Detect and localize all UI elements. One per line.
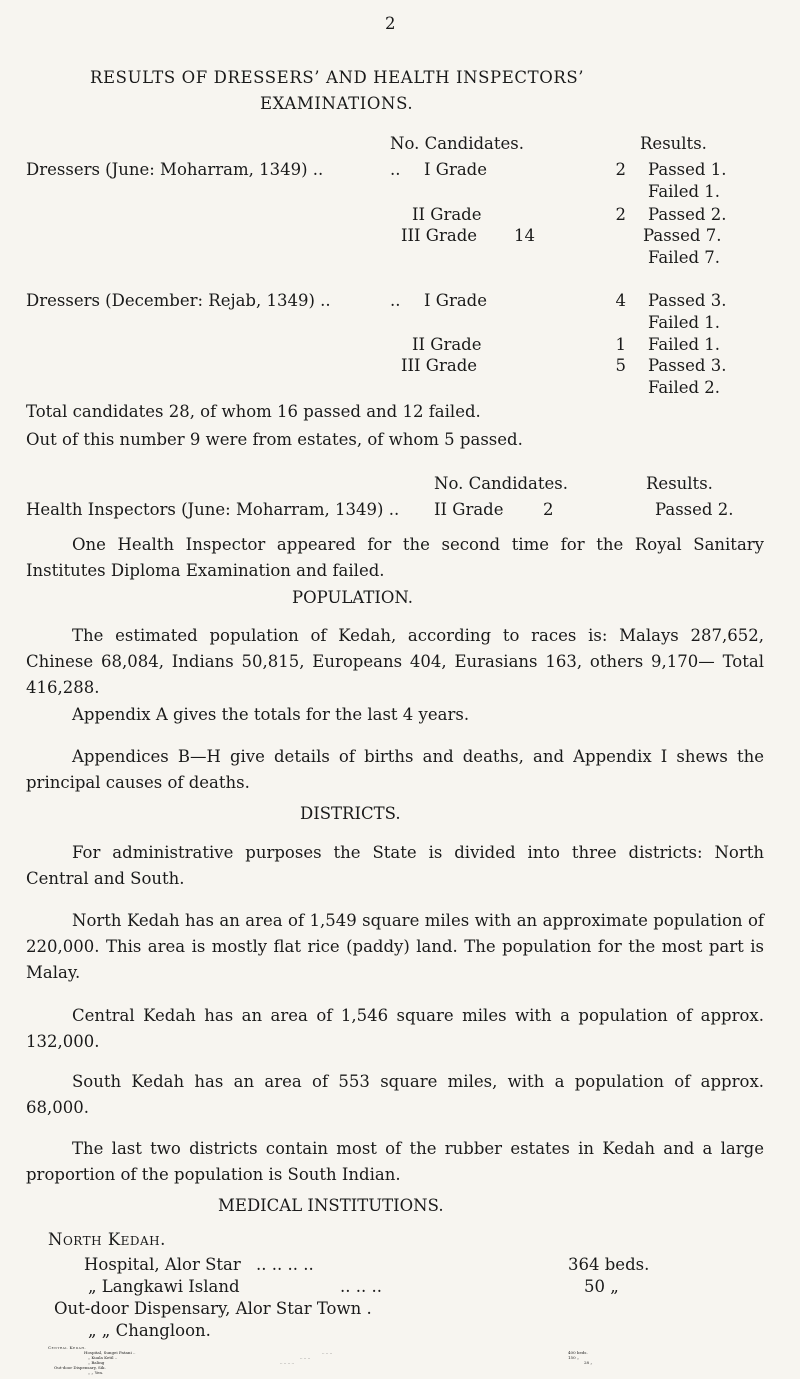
row-grade: II Grade [412,205,482,224]
districts-text-2: North Kedah has an area of 1,549 square miles with an approximate population of 220,000. This area is mostly flat rice (paddy) land. The population for the most part is Malay. [26,911,764,982]
institution-name: „ „ Yen. [88,1370,104,1375]
row-grade: III Grade [401,356,478,375]
districts-text-1: For administrative purposes the State is divided into three districts: North Central and South. [26,843,764,888]
dot-leader: .. .. .. [322,1350,333,1355]
institution-name: „ „ Changloon. [88,1321,211,1340]
institution-beds: 364 beds. [568,1255,650,1274]
districts-paragraph-5 [26,1136,764,1188]
dot-leader: .. .. .. .. [280,1360,294,1365]
dressers-june-label: Dressers (June: Moharram, 1349) .. [26,160,324,179]
hi-note-paragraph [26,532,764,584]
institution-name: Out-door Dispensary, Alor Star Town . [54,1299,372,1318]
institution-name: Out-door Dispensary, Sik. [54,1365,106,1370]
estates-line: Out of this number 9 were from estates, of whom 5 passed. [26,430,523,449]
institution-beds: 28 „ [584,1360,593,1365]
districts-heading: DISTRICTS. [300,804,401,823]
row-count: 1 [615,335,626,354]
hi-grade: II Grade [434,500,504,519]
row-count: 2 [615,160,626,179]
hi-result: Passed 2. [655,500,734,519]
row-result: Passed 3. [648,356,727,375]
row-result: Passed 3. [648,291,727,310]
institution-beds: 400 beds. [568,1350,588,1355]
hi-col-results-header: Results. [646,474,713,493]
row-result: Failed 1. [648,335,721,354]
row-count: 4 [615,291,626,310]
districts-text-5: The last two districts contain most of the rubber estates in Kedah and a large proportion of the population is South Indian. [26,1139,764,1184]
districts-paragraph-3 [26,1003,764,1055]
row-grade: III Grade [401,226,478,245]
population-text-3: Appendices B—H give details of births and deaths, and Appendix I shews the principal causes of deaths. [26,747,764,792]
exam-title-line2: EXAMINATIONS. [260,94,414,113]
districts-paragraph-4 [26,1069,764,1121]
districts-text-4: South Kedah has an area of 553 square miles, with a population of approx. 68,000. [26,1072,764,1117]
medical-heading: MEDICAL INSTITUTIONS. [218,1196,444,1215]
total-candidates-line: Total candidates 28, of whom 16 passed and 12 failed. [26,402,481,421]
institution-beds: 50 „ [584,1277,619,1296]
dot-leader: .. .. .. [300,1355,311,1360]
institution-beds: 150 „ [568,1355,579,1360]
health-inspectors-label: Health Inspectors (June: Moharram, 1349) .. [26,500,400,519]
row-grade: II Grade [412,335,482,354]
dot-leader: .. .. .. .. [256,1255,314,1274]
row-count: 14 [514,226,535,245]
dressers-december-label: Dressers (December: Rejab, 1349) .. [26,291,331,310]
population-text-2: Appendix A gives the totals for the last 4 years. [72,705,470,724]
north-kedah-heading: North Kedah. [48,1230,166,1249]
districts-paragraph-2 [26,908,764,986]
districts-paragraph-1 [26,840,764,892]
dot-leader: .. .. .. [340,1277,382,1296]
population-heading: POPULATION. [292,588,413,607]
population-text-1: The estimated population of Kedah, according to races is: Malays 287,652, Chinese 68,084, Indians 50,815, Europeans 404, Eurasians 163, others 9,170— Total 416,288. [26,626,764,697]
hi-note-text: One Health Inspector appeared for the second time for the Royal Sanitary Institutes Diploma Examination and failed. [26,535,764,580]
row-grade: I Grade [424,291,487,310]
row-leader: .. [390,160,401,179]
institution-name: Hospital, Sungei Patani .. [84,1350,136,1355]
col-results-header: Results. [640,134,707,153]
hi-count: 2 [543,500,554,519]
row-result: Failed 1. [648,182,721,201]
col-candidates-header: No. Candidates. [390,134,525,153]
row-result: Passed 1. [648,160,727,179]
institution-name: „ Baling [88,1360,105,1365]
page-number: 2 [385,14,396,33]
population-paragraph-2 [26,702,764,728]
row-result: Failed 7. [648,248,721,267]
institution-name: Hospital, Alor Star [84,1255,241,1274]
exam-title-line1: RESULTS OF DRESSERS’ AND HEALTH INSPECTORS’ [90,68,585,87]
districts-text-3: Central Kedah has an area of 1,546 square miles with a population of approx. 132,000. [26,1006,764,1051]
central-kedah-heading: Central Kedah. [48,1345,87,1350]
hi-col-candidates-header: No. Candidates. [434,474,569,493]
population-paragraph-1 [26,623,764,701]
row-result: Passed 2. [648,205,727,224]
institution-name: „ Kuala Ketil .. [88,1355,118,1360]
institution-name: „ Langkawi Island [88,1277,240,1296]
row-grade: I Grade [424,160,487,179]
row-result: Passed 7. [643,226,722,245]
row-result: Failed 1. [648,313,721,332]
population-paragraph-3 [26,744,764,796]
row-leader: .. [390,291,401,310]
row-result: Failed 2. [648,378,721,397]
row-count: 2 [615,205,626,224]
row-count: 5 [615,356,626,375]
